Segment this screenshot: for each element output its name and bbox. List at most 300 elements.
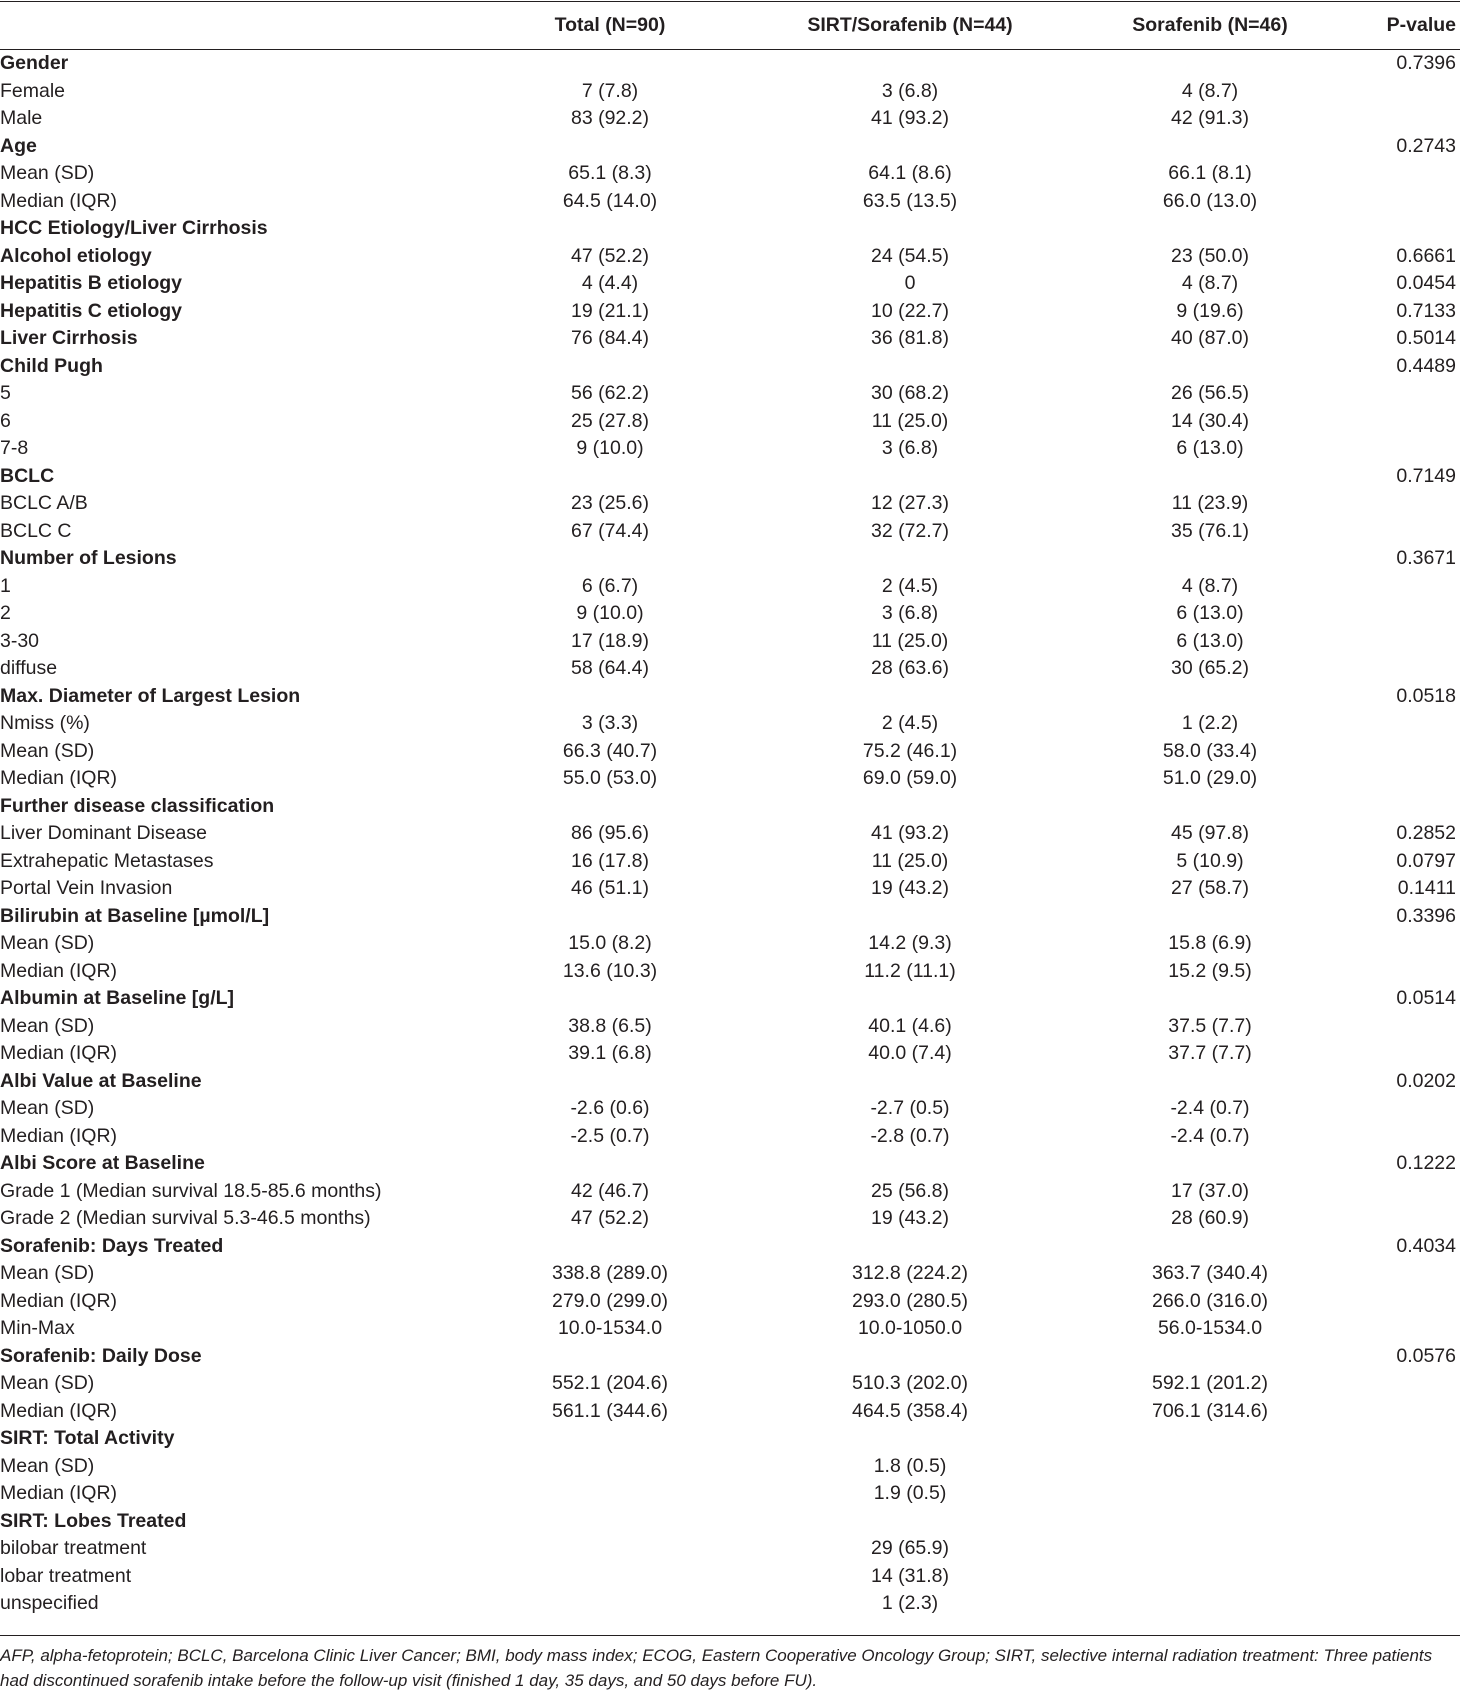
table-footnote: AFP, alpha-fetoprotein; BCLC, Barcelona Clinic Liver Cancer; BMI, body mass index; ECOG, Eastern Cooperative Oncology Group; SIRT, selective internal radiation treatment: Three patients had discontinued sorafenib intake before the follow-up visit (finished 1 day, 35 days, and 50 days before FU). <box>0 1646 1433 1690</box>
cell-p-value <box>1360 930 1460 958</box>
cell-sorafenib <box>1060 1453 1360 1481</box>
table-row <box>0 215 1460 243</box>
row-label: Median (IQR) <box>0 1124 118 1147</box>
row-label: SIRT: Lobes Treated <box>0 1509 187 1532</box>
cell-p-value <box>1360 793 1460 821</box>
row-label: Median (IQR) <box>0 959 118 982</box>
table-row <box>0 765 1460 793</box>
cell-p-value <box>1360 1013 1460 1041</box>
cell-sorafenib: 66.1 (8.1) <box>1168 162 1252 184</box>
cell-p-value <box>1360 1370 1460 1398</box>
cell-sorafenib <box>1060 903 1360 931</box>
cell-sirt-sorafenib: 25 (56.8) <box>870 1179 950 1202</box>
table-row <box>0 518 1460 546</box>
cell-total: 83 (92.2) <box>570 107 650 129</box>
cell-sorafenib: 6 (13.0) <box>1176 629 1244 652</box>
cell-sirt-sorafenib: 41 (93.2) <box>870 822 950 844</box>
cell-sirt-sorafenib: 29 (65.9) <box>870 1537 950 1559</box>
row-label: Liver Dominant Disease <box>0 822 208 844</box>
cell-sorafenib <box>1060 215 1360 243</box>
cell-sirt-sorafenib: 36 (81.8) <box>870 327 950 349</box>
cell-p-value: 0.0576 <box>1396 1344 1456 1367</box>
cell-sorafenib: 40 (87.0) <box>1170 327 1250 349</box>
header-sirt-sorafenib: SIRT/Sorafenib (N=44) <box>807 13 1013 36</box>
cell-p-value <box>1360 600 1460 628</box>
cell-total <box>460 463 760 491</box>
cell-p-value <box>1360 1563 1460 1591</box>
table-row <box>0 1315 1460 1343</box>
cell-p-value: 0.3671 <box>1396 547 1456 569</box>
cell-sorafenib: 17 (37.0) <box>1170 1179 1250 1202</box>
cell-p-value: 0.0202 <box>1396 1069 1456 1092</box>
table-row <box>0 903 1460 931</box>
table-row <box>0 435 1460 463</box>
cell-sirt-sorafenib <box>760 353 1060 381</box>
cell-total: 9 (10.0) <box>576 602 644 624</box>
cell-p-value: 0.0514 <box>1396 987 1456 1009</box>
cell-total: 10.0-1534.0 <box>557 1317 663 1339</box>
cell-sirt-sorafenib: 10 (22.7) <box>870 299 950 322</box>
row-label: Nmiss (%) <box>0 712 90 734</box>
cell-sorafenib: 35 (76.1) <box>1170 519 1250 542</box>
cell-total: 47 (52.2) <box>570 1207 650 1229</box>
cell-sirt-sorafenib <box>760 1150 1060 1178</box>
header-total: Total (N=90) <box>554 13 666 36</box>
cell-p-value: 0.4034 <box>1396 1234 1456 1257</box>
table-row <box>0 958 1460 986</box>
row-label: Min-Max <box>0 1317 75 1339</box>
cell-sirt-sorafenib: 1 (2.3) <box>881 1592 939 1614</box>
cell-p-value <box>1360 1590 1460 1618</box>
row-label: Hepatitis C etiology <box>0 299 183 322</box>
cell-p-value <box>1360 628 1460 656</box>
cell-p-value <box>1360 1535 1460 1563</box>
cell-total: 279.0 (299.0) <box>551 1289 668 1312</box>
cell-sirt-sorafenib: 464.5 (358.4) <box>851 1399 968 1422</box>
header-label <box>0 0 460 50</box>
cell-sorafenib: 45 (97.8) <box>1170 822 1250 844</box>
cell-p-value: 0.0454 <box>1396 272 1456 294</box>
row-label: 3-30 <box>0 629 40 652</box>
cell-sirt-sorafenib: 1.8 (0.5) <box>873 1454 947 1477</box>
table-row <box>0 985 1460 1013</box>
cell-sirt-sorafenib: 293.0 (280.5) <box>851 1289 968 1312</box>
row-label: Mean (SD) <box>0 1372 95 1394</box>
cell-sorafenib: 363.7 (340.4) <box>1151 1262 1268 1284</box>
cell-sorafenib <box>1060 793 1360 821</box>
cell-total <box>460 353 760 381</box>
table-row <box>0 1343 1460 1371</box>
cell-sorafenib <box>1060 463 1360 491</box>
table-row <box>0 1398 1460 1426</box>
cell-sirt-sorafenib <box>760 985 1060 1013</box>
header-p-value: P-value <box>1386 13 1456 36</box>
cell-sirt-sorafenib: 64.1 (8.6) <box>868 162 952 184</box>
cell-p-value <box>1360 1425 1460 1453</box>
row-label: Median (IQR) <box>0 1482 118 1504</box>
cell-total: 64.5 (14.0) <box>562 189 658 212</box>
cell-total <box>460 903 760 931</box>
cell-total: 47 (52.2) <box>570 244 650 267</box>
cell-sirt-sorafenib: -2.8 (0.7) <box>870 1124 950 1147</box>
cell-total: -2.5 (0.7) <box>570 1124 650 1147</box>
row-label: Albi Value at Baseline <box>0 1069 202 1092</box>
cell-sorafenib: 9 (19.6) <box>1176 299 1244 322</box>
cell-total: 4 (4.4) <box>581 272 639 294</box>
cell-total: 66.3 (40.7) <box>562 739 658 762</box>
cell-sirt-sorafenib: 312.8 (224.2) <box>851 1262 968 1284</box>
cell-sorafenib <box>1060 133 1360 161</box>
row-label: bilobar treatment <box>0 1537 147 1559</box>
table-row <box>0 655 1460 683</box>
table-row <box>0 1453 1460 1481</box>
row-label: Extrahepatic Metastases <box>0 849 214 872</box>
cell-p-value <box>1360 188 1460 216</box>
cell-sirt-sorafenib <box>760 1233 1060 1261</box>
row-label: Grade 2 (Median survival 5.3-46.5 months) <box>0 1207 371 1229</box>
table-row <box>0 875 1460 903</box>
table-row <box>0 188 1460 216</box>
table-row <box>0 160 1460 188</box>
cell-sorafenib <box>1060 1343 1360 1371</box>
cell-sirt-sorafenib: 2 (4.5) <box>881 712 939 734</box>
cell-sorafenib: 6 (13.0) <box>1176 437 1244 459</box>
cell-p-value: 0.1222 <box>1396 1152 1456 1174</box>
cell-total: 65.1 (8.3) <box>568 162 652 184</box>
table-row <box>0 325 1460 353</box>
cell-sorafenib <box>1060 1233 1360 1261</box>
cell-sirt-sorafenib: 41 (93.2) <box>870 107 950 129</box>
cell-p-value <box>1360 408 1460 436</box>
cell-sirt-sorafenib: 10.0-1050.0 <box>857 1317 963 1339</box>
cell-sorafenib: 4 (8.7) <box>1181 79 1239 102</box>
table-row <box>0 78 1460 106</box>
cell-sorafenib: 51.0 (29.0) <box>1162 767 1258 789</box>
table-row <box>0 1123 1460 1151</box>
table-row <box>0 1233 1460 1261</box>
row-label: 6 <box>0 409 11 432</box>
cell-sirt-sorafenib: 24 (54.5) <box>870 244 950 267</box>
cell-p-value <box>1360 1205 1460 1233</box>
table-row <box>0 820 1460 848</box>
row-label: Albumin at Baseline [g/L] <box>0 987 235 1009</box>
cell-total: 39.1 (6.8) <box>568 1042 652 1064</box>
table-row <box>0 50 1460 78</box>
table-row <box>0 738 1460 766</box>
cell-p-value <box>1360 1288 1460 1316</box>
cell-sorafenib <box>1060 545 1360 573</box>
cell-sorafenib <box>1060 1508 1360 1536</box>
cell-sorafenib: 58.0 (33.4) <box>1162 739 1258 762</box>
cell-p-value: 0.2743 <box>1396 134 1456 157</box>
cell-sirt-sorafenib <box>760 793 1060 821</box>
table-row <box>0 270 1460 298</box>
cell-total: 3 (3.3) <box>581 712 639 734</box>
cell-sirt-sorafenib: 0 <box>904 272 916 294</box>
row-label: BCLC <box>0 464 55 487</box>
row-label: Alcohol etiology <box>0 244 152 267</box>
cell-p-value: 0.4489 <box>1396 354 1456 377</box>
cell-p-value <box>1360 738 1460 766</box>
cell-total <box>460 683 760 711</box>
cell-sirt-sorafenib: -2.7 (0.5) <box>870 1097 950 1119</box>
table-row <box>0 1288 1460 1316</box>
cell-total: 561.1 (344.6) <box>551 1399 668 1422</box>
cell-total: 19 (21.1) <box>570 299 650 322</box>
cell-total: 25 (27.8) <box>570 409 650 432</box>
cell-sirt-sorafenib: 510.3 (202.0) <box>851 1372 968 1394</box>
cell-sorafenib: 37.7 (7.7) <box>1168 1042 1252 1064</box>
cell-total: 16 (17.8) <box>570 849 650 872</box>
cell-sirt-sorafenib <box>760 1343 1060 1371</box>
cell-total: 9 (10.0) <box>576 437 644 459</box>
row-label: Female <box>0 79 66 102</box>
cell-p-value <box>1360 1453 1460 1481</box>
cell-p-value <box>1360 105 1460 133</box>
cell-sirt-sorafenib: 14.2 (9.3) <box>868 932 952 954</box>
cell-p-value <box>1360 78 1460 106</box>
cell-sirt-sorafenib: 1.9 (0.5) <box>873 1482 947 1504</box>
cell-sorafenib <box>1060 1535 1360 1563</box>
cell-p-value: 0.0797 <box>1396 849 1456 872</box>
row-label: BCLC A/B <box>0 492 88 514</box>
row-label: Gender <box>0 52 69 74</box>
cell-sirt-sorafenib: 11.2 (11.1) <box>864 959 956 982</box>
table-row <box>0 1425 1460 1453</box>
row-label: HCC Etiology/Liver Cirrhosis <box>0 217 268 239</box>
cell-sorafenib <box>1060 50 1360 78</box>
row-label: lobar treatment <box>0 1564 132 1587</box>
table-row <box>0 1480 1460 1508</box>
cell-sorafenib <box>1060 683 1360 711</box>
row-label: 5 <box>0 382 11 404</box>
cell-p-value: 0.0518 <box>1396 684 1456 707</box>
cell-p-value <box>1360 518 1460 546</box>
row-label: Median (IQR) <box>0 189 118 212</box>
table-row <box>0 930 1460 958</box>
table-row <box>0 463 1460 491</box>
header-sorafenib: Sorafenib (N=46) <box>1132 13 1288 36</box>
table-header-row <box>0 0 1460 50</box>
row-label: Sorafenib: Daily Dose <box>0 1344 202 1367</box>
row-label: Median (IQR) <box>0 1289 118 1312</box>
cell-total: 552.1 (204.6) <box>551 1372 668 1394</box>
cell-sorafenib: 14 (30.4) <box>1170 409 1250 432</box>
cell-p-value <box>1360 1178 1460 1206</box>
table-row <box>0 683 1460 711</box>
table-row <box>0 105 1460 133</box>
table-row <box>0 600 1460 628</box>
table-row <box>0 1178 1460 1206</box>
table-row <box>0 1370 1460 1398</box>
cell-sirt-sorafenib <box>760 133 1060 161</box>
cell-sorafenib: 23 (50.0) <box>1170 244 1250 267</box>
cell-sirt-sorafenib: 19 (43.2) <box>870 1207 950 1229</box>
cell-sorafenib: 28 (60.9) <box>1170 1207 1250 1229</box>
table-row <box>0 1508 1460 1536</box>
cell-sorafenib: 15.8 (6.9) <box>1168 932 1252 954</box>
table-row <box>0 628 1460 656</box>
cell-p-value <box>1360 1315 1460 1343</box>
cell-p-value <box>1360 1095 1460 1123</box>
cell-sirt-sorafenib <box>760 903 1060 931</box>
cell-p-value <box>1360 1260 1460 1288</box>
cell-p-value: 0.7149 <box>1396 464 1456 487</box>
table-row <box>0 1150 1460 1178</box>
table-bottom-rule <box>0 1635 1460 1636</box>
cell-total: 7 (7.8) <box>581 79 639 102</box>
cell-sorafenib: 4 (8.7) <box>1181 272 1239 294</box>
cell-p-value <box>1360 435 1460 463</box>
cell-sirt-sorafenib: 2 (4.5) <box>881 574 939 597</box>
cell-total <box>460 1590 760 1618</box>
cell-total: 38.8 (6.5) <box>568 1014 652 1037</box>
cell-sorafenib: 66.0 (13.0) <box>1162 189 1258 212</box>
row-label: Median (IQR) <box>0 1042 118 1064</box>
cell-total <box>460 1508 760 1536</box>
cell-total: -2.6 (0.6) <box>570 1097 650 1119</box>
cell-total <box>460 545 760 573</box>
cell-total <box>460 1453 760 1481</box>
cell-total <box>460 1425 760 1453</box>
cell-sirt-sorafenib: 63.5 (13.5) <box>862 189 958 212</box>
row-label: Liver Cirrhosis <box>0 327 138 349</box>
cell-p-value <box>1360 1123 1460 1151</box>
cell-sorafenib <box>1060 1590 1360 1618</box>
cell-sorafenib: 56.0-1534.0 <box>1157 1317 1263 1339</box>
row-label: 2 <box>0 602 11 624</box>
cell-sirt-sorafenib: 30 (68.2) <box>870 382 950 404</box>
cell-p-value <box>1360 1480 1460 1508</box>
table-row <box>0 1205 1460 1233</box>
row-label: Grade 1 (Median survival 18.5-85.6 months) <box>0 1179 382 1202</box>
row-label: Mean (SD) <box>0 1097 95 1119</box>
cell-sirt-sorafenib: 3 (6.8) <box>881 437 939 459</box>
cell-sirt-sorafenib <box>760 1508 1060 1536</box>
cell-p-value <box>1360 573 1460 601</box>
row-label: Mean (SD) <box>0 162 95 184</box>
cell-sirt-sorafenib <box>760 215 1060 243</box>
cell-total <box>460 1068 760 1096</box>
cell-total <box>460 215 760 243</box>
cell-sorafenib: 266.0 (316.0) <box>1151 1289 1268 1312</box>
cell-sorafenib: 5 (10.9) <box>1176 849 1244 872</box>
cell-sorafenib: 592.1 (201.2) <box>1151 1372 1268 1394</box>
cell-sirt-sorafenib: 11 (25.0) <box>871 849 949 872</box>
cell-total <box>460 793 760 821</box>
cell-p-value <box>1360 1508 1460 1536</box>
row-label: Age <box>0 134 37 157</box>
table-row <box>0 133 1460 161</box>
cell-total: 86 (95.6) <box>570 822 650 844</box>
cell-sirt-sorafenib: 75.2 (46.1) <box>862 739 958 762</box>
cell-total: 46 (51.1) <box>570 877 650 899</box>
cell-total: 13.6 (10.3) <box>562 959 658 982</box>
table-row <box>0 380 1460 408</box>
cell-p-value: 0.3396 <box>1396 904 1456 927</box>
table-row <box>0 353 1460 381</box>
cell-sorafenib: 706.1 (314.6) <box>1151 1399 1268 1422</box>
row-label: Max. Diameter of Largest Lesion <box>0 684 301 707</box>
cell-sorafenib <box>1060 985 1360 1013</box>
table-row <box>0 1590 1460 1618</box>
cell-sirt-sorafenib: 11 (25.0) <box>871 409 949 432</box>
cell-sirt-sorafenib <box>760 545 1060 573</box>
cell-total: 6 (6.7) <box>581 574 639 597</box>
table-row <box>0 793 1460 821</box>
cell-total: 56 (62.2) <box>570 382 650 404</box>
row-label: Albi Score at Baseline <box>0 1152 205 1174</box>
cell-sorafenib <box>1060 1068 1360 1096</box>
cell-p-value: 0.6661 <box>1396 244 1456 267</box>
cell-sorafenib: 15.2 (9.5) <box>1168 959 1252 982</box>
cell-sorafenib <box>1060 1150 1360 1178</box>
table-row <box>0 298 1460 326</box>
cell-p-value <box>1360 215 1460 243</box>
cell-sorafenib <box>1060 1480 1360 1508</box>
cell-p-value <box>1360 710 1460 738</box>
cell-total <box>460 985 760 1013</box>
cell-total <box>460 1480 760 1508</box>
row-label: diffuse <box>0 657 58 679</box>
cell-sorafenib <box>1060 1425 1360 1453</box>
row-label: unspecified <box>0 1592 99 1614</box>
table-row <box>0 408 1460 436</box>
row-label: SIRT: Total Activity <box>0 1427 175 1449</box>
row-label: BCLC C <box>0 519 72 542</box>
cell-p-value: 0.1411 <box>1397 877 1456 899</box>
cell-total: 17 (18.9) <box>570 629 650 652</box>
row-label: Portal Vein Invasion <box>0 877 173 899</box>
table-row <box>0 1260 1460 1288</box>
cell-sirt-sorafenib: 11 (25.0) <box>871 629 949 652</box>
row-label: Further disease classification <box>0 794 275 817</box>
cell-total: 23 (25.6) <box>570 492 650 514</box>
cell-total: 58 (64.4) <box>570 657 650 679</box>
cell-total: 15.0 (8.2) <box>568 932 652 954</box>
cell-sirt-sorafenib: 12 (27.3) <box>870 492 950 514</box>
table-row <box>0 848 1460 876</box>
cell-total <box>460 50 760 78</box>
row-label: Hepatitis B etiology <box>0 272 183 294</box>
row-label: Child Pugh <box>0 354 103 377</box>
cell-p-value: 0.2852 <box>1396 822 1456 844</box>
row-label: Sorafenib: Days Treated <box>0 1234 224 1257</box>
cell-p-value <box>1360 490 1460 518</box>
row-label: Mean (SD) <box>0 932 95 954</box>
row-label: Median (IQR) <box>0 767 118 789</box>
table-row <box>0 1068 1460 1096</box>
cell-sorafenib <box>1060 353 1360 381</box>
row-label: Number of Lesions <box>0 547 177 569</box>
cell-total <box>460 133 760 161</box>
table-row <box>0 545 1460 573</box>
cell-sorafenib: 37.5 (7.7) <box>1168 1014 1252 1037</box>
cell-p-value <box>1360 765 1460 793</box>
row-label: Mean (SD) <box>0 1454 95 1477</box>
cell-sorafenib <box>1060 1563 1360 1591</box>
cell-p-value: 0.7396 <box>1396 52 1456 74</box>
cell-p-value <box>1360 1398 1460 1426</box>
row-label: 7-8 <box>0 437 29 459</box>
table-body <box>0 50 1460 1618</box>
cell-sirt-sorafenib: 69.0 (59.0) <box>862 767 958 789</box>
cell-sorafenib: 30 (65.2) <box>1170 657 1250 679</box>
table-row <box>0 1013 1460 1041</box>
row-label: 1 <box>0 574 11 597</box>
row-label: Mean (SD) <box>0 1014 95 1037</box>
table-row <box>0 1535 1460 1563</box>
